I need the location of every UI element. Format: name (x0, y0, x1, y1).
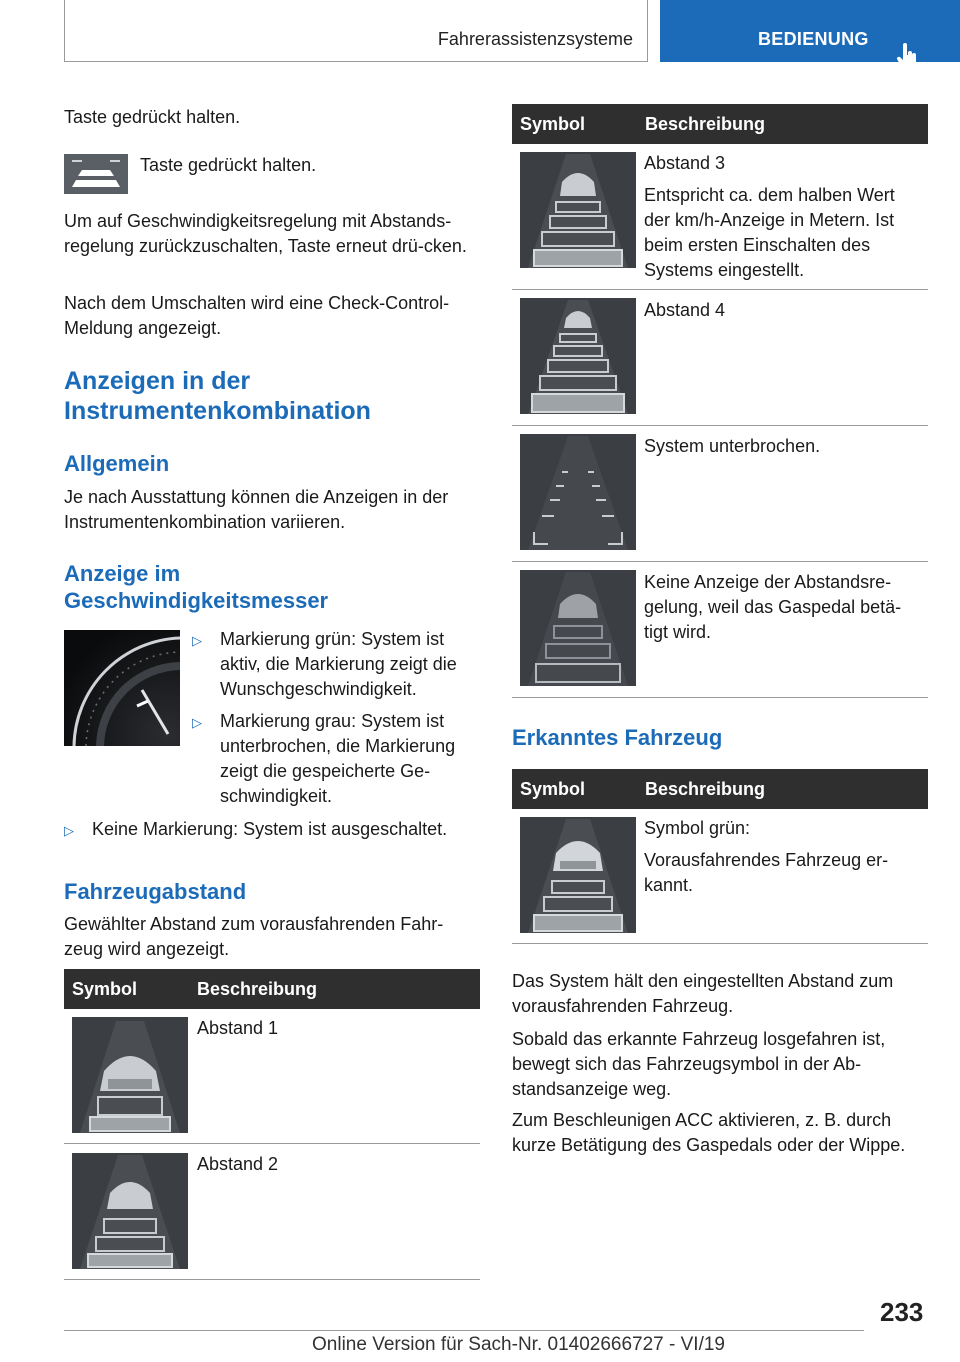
paragraph: Nach dem Umschalten wird eine Check-Control-Meldung angezeigt. (64, 293, 450, 338)
footer-divider (64, 1330, 864, 1331)
column-header-description: Beschreibung (197, 979, 318, 999)
speed-limiter-button-icon (64, 154, 128, 194)
intro-icon-text: Taste gedrückt halten. (140, 155, 317, 175)
page-number: 233 (880, 1297, 924, 1327)
system-interrupted-symbol (520, 434, 636, 550)
paragraph: Um auf Geschwindigkeitsregelung mit Abstands-regelung zurückzuschalten, Taste erneut drü-cken. (64, 211, 467, 256)
column-header-symbol: Symbol (520, 779, 586, 799)
hand-pointer-icon (897, 26, 919, 104)
subsection-heading: Allgemein (64, 451, 170, 476)
row-divider (64, 1279, 480, 1280)
row-description-title: Abstand 3 (644, 153, 726, 173)
column-header-symbol: Symbol (520, 114, 586, 134)
row-divider (512, 943, 928, 944)
row-description: Abstand 1 (197, 1018, 279, 1038)
chapter-tab[interactable] (660, 0, 960, 62)
subsection-heading: Erkanntes Fahrzeug (512, 725, 723, 750)
list-item (64, 817, 480, 842)
list-item-text: Keine Markierung: System ist ausgeschaltet. (92, 819, 448, 839)
section-heading: Anzeigen in der Instrumentenkombination (64, 367, 371, 425)
distance-4-symbol (520, 298, 636, 414)
accelerator-pressed-symbol (520, 570, 636, 686)
table-header (512, 769, 928, 809)
footer-online-version: Online Version für Sach-Nr. 01402666727 - VI/19 (312, 1334, 725, 1355)
paragraph: Sobald das erkannte Fahrzeug losgefahren ist, bewegt sich das Fahrzeugsymbol in der Ab-standsanzeige weg. (512, 1029, 886, 1099)
row-description: Abstand 4 (644, 300, 726, 320)
speedometer-marker-image (64, 630, 180, 746)
paragraph: Gewählter Abstand zum vorausfahrenden Fahr-zeug wird angezeigt. (64, 914, 444, 959)
triangle-bullet-icon: ▷ (192, 715, 202, 730)
subsection-heading: Anzeige im Geschwindigkeitsmesser (64, 561, 329, 613)
vehicle-detected-symbol (520, 817, 636, 933)
column-header-description: Beschreibung (645, 114, 766, 134)
column-header-description: Beschreibung (645, 779, 766, 799)
row-divider (512, 697, 928, 698)
row-description-title: Symbol grün: (644, 818, 751, 838)
triangle-bullet-icon: ▷ (64, 823, 74, 838)
paragraph: Je nach Ausstattung können die Anzeigen in der Instrumentenkombination variieren. (64, 487, 449, 532)
row-description: Vorausfahrendes Fahrzeug er-kannt. (644, 850, 889, 895)
row-divider (512, 425, 928, 426)
distance-1-symbol (72, 1017, 188, 1133)
paragraph: Zum Beschleunigen ACC aktivieren, z. B. durch kurze Betätigung des Gaspedals oder der Wippe. (512, 1110, 906, 1155)
row-description: Keine Anzeige der Abstandsre-gelung, weil das Gaspedal betä-tigt wird. (644, 572, 902, 642)
list-item (192, 627, 480, 702)
section-title: Fahrerassistenzsysteme (64, 0, 648, 62)
row-description: Entspricht ca. dem halben Wert der km/h-Anzeige in Metern. Ist beim ersten Einschalten des Systems eingestellt. (644, 185, 895, 280)
list-item-text: Markierung grün: System ist aktiv, die Markierung zeigt die Wunschgeschwindigkeit. (220, 629, 457, 699)
subsection-heading: Fahrzeugabstand (64, 879, 247, 904)
row-divider (64, 1143, 480, 1144)
list-item-text: Markierung grau: System ist unterbrochen, die Markierung zeigt die gespeicherte Ge-schwindigkeit. (220, 711, 456, 806)
row-description: Abstand 2 (197, 1154, 279, 1174)
row-divider (512, 289, 928, 290)
paragraph: Das System hält den eingestellten Abstand zum vorausfahrenden Fahrzeug. (512, 971, 894, 1016)
triangle-bullet-icon: ▷ (192, 633, 202, 648)
table-header (512, 104, 928, 144)
distance-3-symbol (520, 152, 636, 268)
column-header-symbol: Symbol (72, 979, 138, 999)
distance-2-symbol (72, 1153, 188, 1269)
row-description: System unterbrochen. (644, 436, 821, 456)
row-divider (512, 561, 928, 562)
table-header (64, 969, 480, 1009)
list-item (192, 709, 480, 809)
intro-text: Taste gedrückt halten. (64, 107, 241, 127)
chapter-label: BEDIENUNG (758, 29, 869, 49)
